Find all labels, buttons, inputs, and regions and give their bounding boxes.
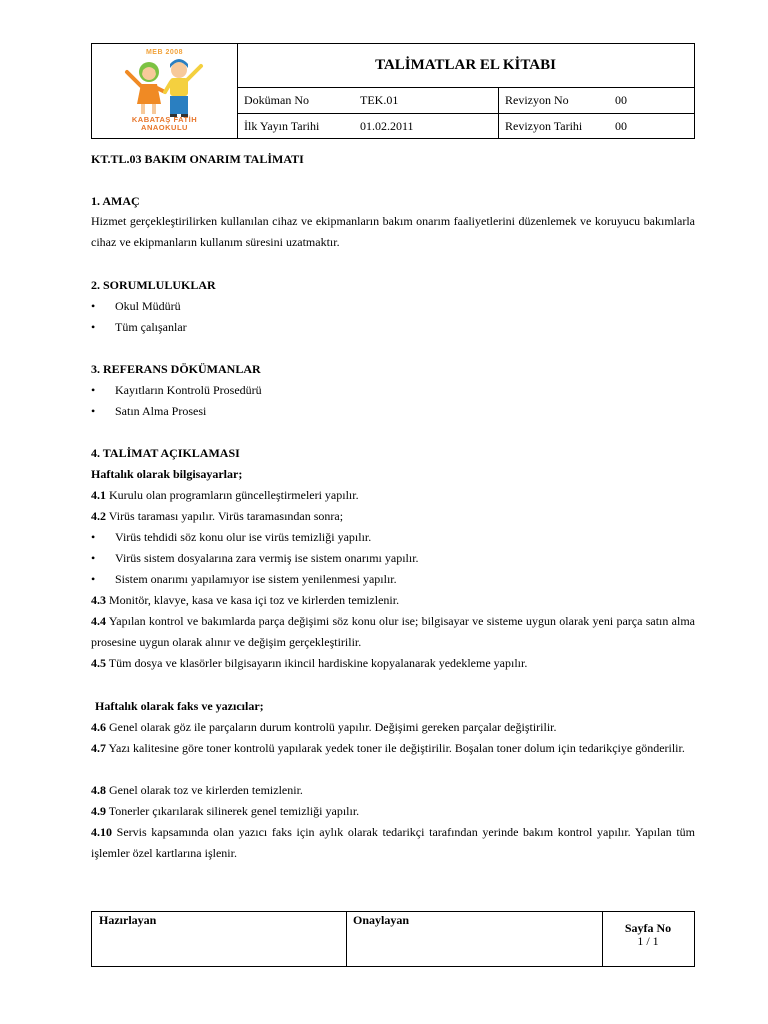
step-4-2 — [91, 506, 695, 527]
logo-caption-line1: KABATAŞ FATİH — [131, 115, 198, 124]
printers-subheading: Haftalık olarak faks ve yazıcılar; — [95, 699, 264, 713]
approved-cell — [346, 912, 603, 966]
bullet-icon: • — [91, 299, 96, 313]
virus-item: Virüs tehdidi söz konu olur ise virüs temizliği yapılır. — [115, 530, 372, 544]
doc-no-value: TEK.01 — [360, 93, 399, 107]
logo-caption-line2: ANAOKULU — [141, 123, 188, 132]
step-text: Tonerler çıkarılarak silinerek genel temizliği yapılır. — [106, 804, 360, 818]
step-number: 4.10 — [91, 825, 112, 839]
header-row-dates — [237, 114, 694, 138]
step-text: Yapılan kontrol ve bakımlarda parça değişimi söz konu olur ise; bilgisayar ve sisteme uygun olarak yeni parça satın alma prosesine uygun olarak alınır ve değişim gerçekleştirilir. — [91, 614, 695, 649]
step-text: Genel olarak göz ile parçaların durum kontrolü yapılır. Değişimi gereken parçalar değiştirilir. — [106, 720, 557, 734]
step-number: 4.9 — [91, 804, 106, 818]
purpose-text: Hizmet gerçekleştirilirken kullanılan cihaz ve ekipmanların bakım onarım faaliyetlerini düzenlemek ve koruyucu bakımlarla cihaz ve ekipmanların kullanım süresini uzatmaktır. — [91, 214, 695, 249]
step-4-6 — [91, 717, 695, 738]
prepared-cell — [92, 912, 347, 966]
section-heading-instructions: 4. TALİMAT AÇIKLAMASI — [91, 446, 240, 460]
bullet-icon: • — [91, 530, 96, 544]
section-heading-purpose: 1. AMAÇ — [91, 194, 140, 208]
first-pub-value: 01.02.2011 — [360, 118, 414, 133]
virus-item: Virüs sistem dosyalarına zara vermiş ise sistem onarımı yapılır. — [115, 551, 419, 565]
step-number: 4.8 — [91, 783, 106, 797]
step-4-3 — [91, 590, 695, 611]
step-number: 4.1 — [91, 488, 106, 502]
first-pub-label: İlk Yayın Tarihi — [244, 118, 320, 133]
step-number: 4.2 — [91, 509, 106, 523]
column-divider — [498, 114, 499, 138]
prepared-label: Hazırlayan — [99, 913, 157, 927]
approved-label: Onaylayan — [353, 913, 410, 927]
step-4-1 — [91, 485, 695, 506]
page-cell — [602, 912, 694, 966]
page-number: 1 / 1 — [637, 934, 659, 948]
bullet-icon: • — [91, 383, 96, 397]
revision-date-label: Revizyon Tarihi — [505, 118, 583, 133]
reference-item: Kayıtların Kontrolü Prosedürü — [115, 383, 262, 397]
section-heading-responsibilities: 2. SORUMLULUKLAR — [91, 278, 216, 292]
responsibility-item: Okul Müdürü — [115, 299, 181, 313]
bullet-icon: • — [91, 320, 96, 334]
logo-cell — [92, 44, 238, 138]
virus-item: Sistem onarımı yapılamıyor ise sistem yenilenmesi yapılır. — [115, 572, 397, 586]
document-header-table — [91, 43, 695, 139]
step-number: 4.5 — [91, 656, 106, 670]
step-4-9 — [91, 801, 695, 822]
step-number: 4.6 — [91, 720, 106, 734]
step-4-5 — [91, 653, 695, 674]
step-4-4 — [91, 611, 695, 653]
step-text: Kurulu olan programların güncelleştirmeleri yapılır. — [106, 488, 359, 502]
bullet-icon: • — [91, 572, 96, 586]
document-title: KT.TL.03 BAKIM ONARIM TALİMATI — [91, 152, 304, 166]
step-4-7 — [91, 738, 695, 759]
step-4-10 — [91, 822, 695, 864]
bullet-icon: • — [91, 404, 96, 418]
logo-top-text: MEB 2008 — [145, 49, 184, 56]
manual-title: TALİMATLAR EL KİTABI — [237, 44, 694, 88]
revision-no-label: Revizyon No — [505, 93, 569, 107]
doc-no-label: Doküman No — [244, 93, 309, 107]
revision-date-value: 00 — [615, 118, 627, 133]
computers-subheading: Haftalık olarak bilgisayarlar; — [91, 467, 243, 481]
responsibility-item: Tüm çalışanlar — [115, 320, 187, 334]
step-text: Servis kapsamında olan yazıcı faks için aylık olarak tedarikçi tarafından yerinde bakım kontrol yapılır. Yapılan tüm işlemler özel kartlarına işlenir. — [91, 825, 695, 860]
revision-no-value: 00 — [615, 93, 627, 107]
bullet-icon: • — [91, 551, 96, 565]
column-divider — [498, 88, 499, 113]
step-4-8 — [91, 780, 695, 801]
step-number: 4.3 — [91, 593, 106, 607]
step-text: Monitör, klavye, kasa ve kasa içi toz ve kirlerden temizlenir. — [106, 593, 400, 607]
step-text: Yazı kalitesine göre toner kontrolü yapılarak yedek toner ile değiştirilir. Boşalan toner dolum için tedarikçiye gönderilir. — [106, 741, 685, 755]
reference-item: Satın Alma Prosesi — [115, 404, 207, 418]
page-label: Sayfa No — [624, 921, 672, 935]
step-text: Genel olarak toz ve kirlerden temizlenir. — [106, 783, 303, 797]
header-row-docno — [237, 88, 694, 114]
step-text: Tüm dosya ve klasörler bilgisayarın ikincil hardiskine kopyalanarak yedekleme yapılır. — [106, 656, 528, 670]
section-heading-references: 3. REFERANS DÖKÜMANLAR — [91, 362, 261, 376]
signature-footer-table — [91, 911, 695, 967]
step-number: 4.7 — [91, 741, 106, 755]
step-text: Virüs taraması yapılır. Virüs taramasından sonra; — [106, 509, 344, 523]
step-number: 4.4 — [91, 614, 106, 628]
